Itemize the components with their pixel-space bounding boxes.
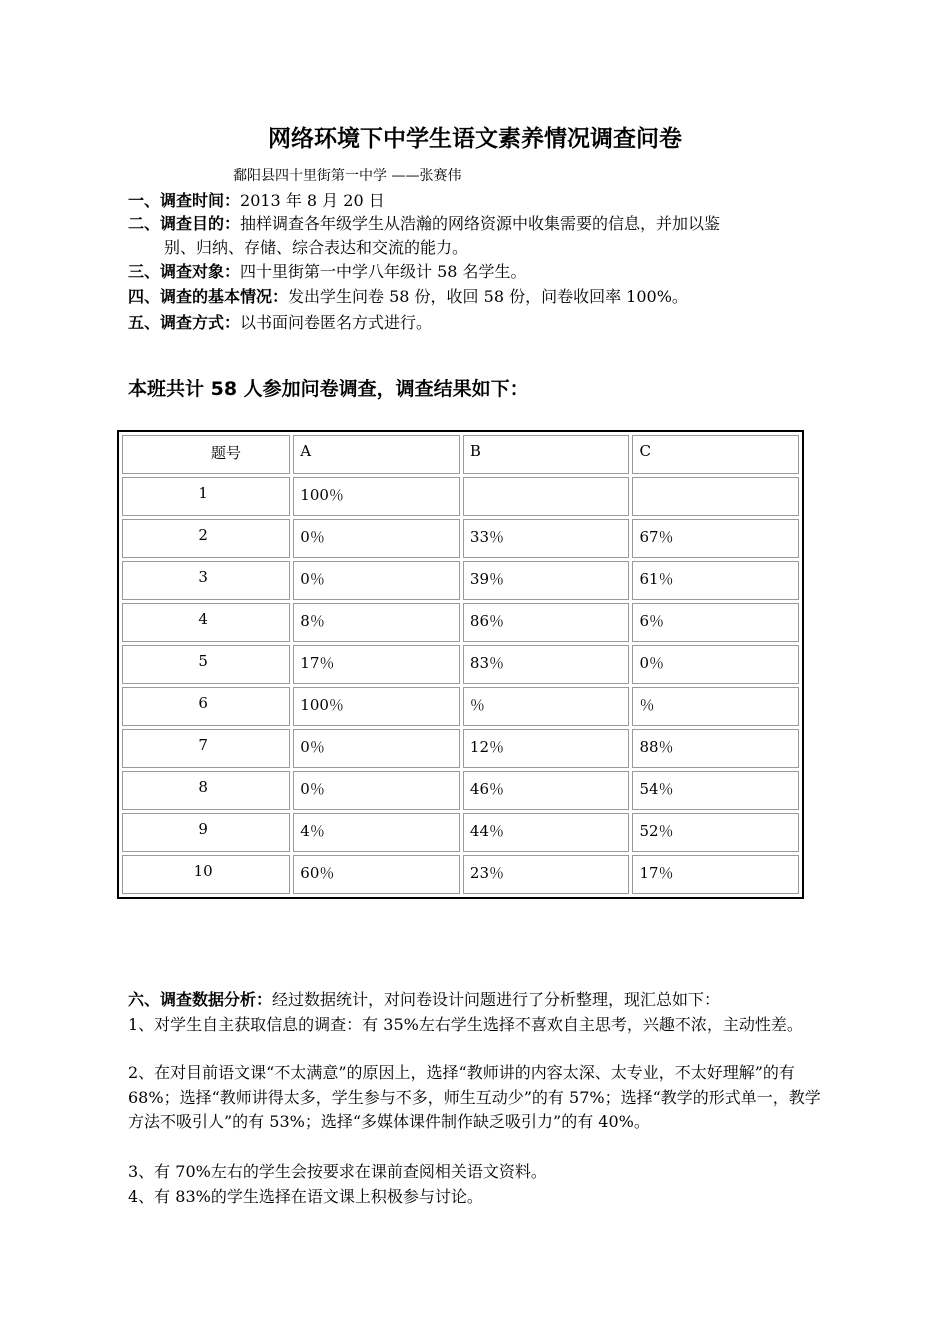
results-table (117, 430, 804, 899)
table-cell: 52％ (632, 813, 799, 852)
info-text: 别、归纳、存储、综合表达和交流的能力。 (164, 238, 469, 257)
document-title: 网络环境下中学生语文素养情况调查问卷 (268, 126, 682, 152)
table-row (122, 855, 799, 894)
info-subjects (128, 260, 527, 284)
info-time (128, 189, 385, 213)
info-method (128, 311, 432, 335)
info-label: 四、调查的基本情况： (128, 287, 289, 306)
table-cell: 17％ (293, 645, 460, 684)
info-text: 四十里街第一中学八年级计 58 名学生。 (240, 262, 527, 281)
info-label: 二、调查目的： (128, 214, 241, 233)
table-cell: 12％ (463, 729, 630, 768)
info-label: 一、调查时间： (128, 191, 241, 210)
header-cell: A (293, 435, 460, 474)
table-cell: 100％ (293, 477, 460, 516)
results-heading: 本班共计 58 人参加问卷调查，调查结果如下： (128, 378, 529, 400)
info-label: 三、调查对象： (128, 262, 241, 281)
analysis-intro (128, 988, 828, 1013)
table-cell: 10 (122, 855, 290, 894)
table-cell: 67％ (632, 519, 799, 558)
document-subtitle: 鄱阳县四十里街第一中学 ——张赛伟 (233, 168, 462, 184)
table-cell: 54％ (632, 771, 799, 810)
table-header-row (122, 435, 799, 474)
analysis-item-1: 1、对学生自主获取信息的调查：有 35%左右学生选择不喜欢自主思考，兴趣不浓，主动性差。 (128, 1015, 803, 1034)
table-cell: 6％ (632, 603, 799, 642)
table-row (122, 477, 799, 516)
table-cell: ％ (463, 687, 630, 726)
table-row (122, 771, 799, 810)
table-cell: 6 (122, 687, 290, 726)
info-basic (128, 285, 688, 309)
table-cell: 39％ (463, 561, 630, 600)
info-text: 以书面问卷匿名方式进行。 (240, 313, 433, 332)
table-cell: 44％ (463, 813, 630, 852)
table-cell: 46％ (463, 771, 630, 810)
header-cell: B (463, 435, 630, 474)
table-cell: 0％ (632, 645, 799, 684)
table-cell: 1 (122, 477, 290, 516)
table-cell: 83％ (463, 645, 630, 684)
analysis-item-3: 3、有 70%左右的学生会按要求在课前查阅相关语文资料。 (128, 1162, 547, 1181)
table-row (122, 729, 799, 768)
table-cell: 0％ (293, 561, 460, 600)
analysis-intro-text: 经过数据统计，对问卷设计问题进行了分析整理，现汇总如下： (272, 990, 721, 1009)
table-cell: 0％ (293, 729, 460, 768)
table-cell: 2 (122, 519, 290, 558)
table-cell: 100％ (293, 687, 460, 726)
info-text: 抽样调查各年级学生从浩瀚的网络资源中收集需要的信息，并加以鉴 (240, 214, 721, 233)
analysis-item-4: 4、有 83%的学生选择在语文课上积极参与讨论。 (128, 1187, 483, 1206)
analysis-label: 六、调查数据分析： (128, 990, 273, 1009)
table-cell: 23％ (463, 855, 630, 894)
table-cell: 88％ (632, 729, 799, 768)
table-cell: 61％ (632, 561, 799, 600)
table-row (122, 813, 799, 852)
table-cell: 17％ (632, 855, 799, 894)
info-purpose-continued (164, 236, 468, 260)
table-row (122, 561, 799, 600)
table-cell: 7 (122, 729, 290, 768)
table-cell: 5 (122, 645, 290, 684)
table-cell: 4％ (293, 813, 460, 852)
header-cell: C (632, 435, 799, 474)
table-cell: 3 (122, 561, 290, 600)
table-cell: 8％ (293, 603, 460, 642)
table-cell: 86％ (463, 603, 630, 642)
table-cell: 9 (122, 813, 290, 852)
table-cell: 0％ (293, 771, 460, 810)
info-label: 五、调查方式： (128, 313, 241, 332)
table-cell: 0％ (293, 519, 460, 558)
info-text: 发出学生问卷 58 份，收回 58 份，问卷收回率 100%。 (288, 287, 688, 306)
info-text: 2013 年 8 月 20 日 (240, 191, 385, 210)
table-cell (463, 477, 630, 516)
table-row (122, 645, 799, 684)
table-cell: 33％ (463, 519, 630, 558)
table-row (122, 519, 799, 558)
table-row (122, 687, 799, 726)
table-row (122, 603, 799, 642)
table-cell: 8 (122, 771, 290, 810)
table-cell (632, 477, 799, 516)
table-cell: 60％ (293, 855, 460, 894)
table-cell: ％ (632, 687, 799, 726)
table-cell: 4 (122, 603, 290, 642)
info-purpose (128, 212, 720, 236)
analysis-item-2: 2、在对目前语文课“不太满意”的原因上，选择“教师讲的内容太深、太专业，不太好理解”的有 68%；选择“教师讲得太多，学生参与不多，师生互动少”的有 57%；选择“教学的形式单一，教学方法不吸引人”的有 53%；选择“多媒体课件制作缺乏吸引力”的有 40%。 (128, 1063, 821, 1131)
header-cell: 题号 (122, 435, 290, 474)
